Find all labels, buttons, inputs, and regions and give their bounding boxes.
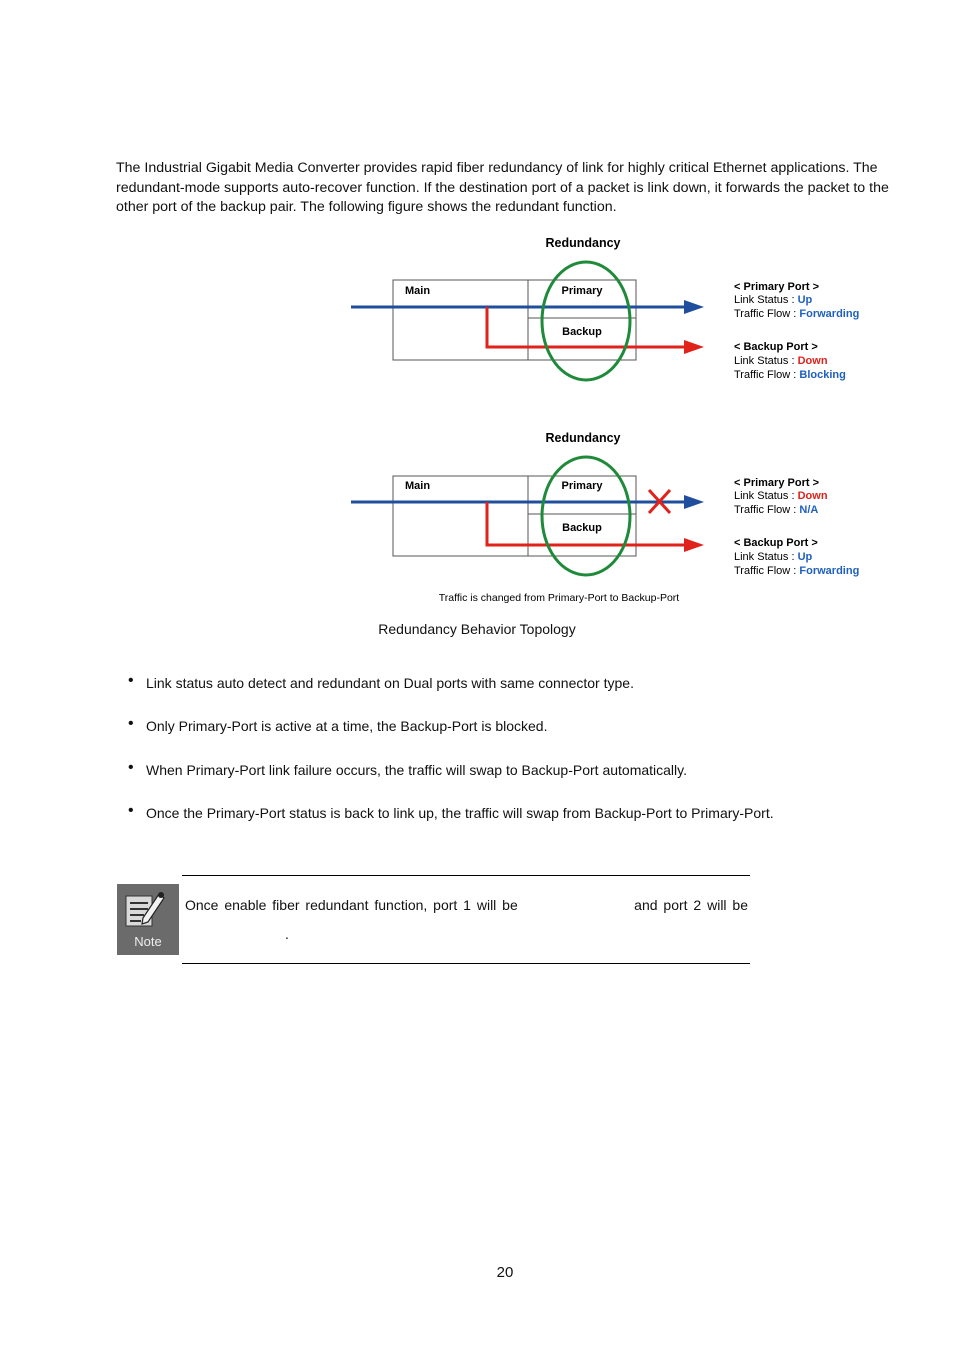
backup-port-heading: < Backup Port > bbox=[734, 537, 818, 549]
primary-traffic-flow-value: Forwarding bbox=[799, 308, 860, 320]
primary-traffic-flow-value: N/A bbox=[799, 504, 819, 516]
backup-label: Backup bbox=[562, 522, 602, 534]
bullet-icon: • bbox=[128, 759, 134, 776]
primary-arrowhead bbox=[684, 300, 704, 314]
note-text bbox=[185, 891, 748, 949]
primary-traffic-flow-line bbox=[734, 504, 818, 516]
note-line2: . bbox=[285, 926, 289, 942]
backup-traffic-flow-line bbox=[734, 565, 859, 577]
primary-label: Primary bbox=[561, 480, 603, 492]
primary-traffic-flow-label: Traffic Flow : bbox=[734, 504, 800, 516]
primary-link-status-value: Up bbox=[797, 294, 813, 306]
note-box bbox=[117, 875, 750, 964]
note-line1-start: Once enable fiber redundant function, port 1 will be bbox=[185, 897, 518, 913]
bullet-icon: • bbox=[128, 802, 134, 819]
diagram-bottom bbox=[351, 431, 859, 604]
figure-caption: Redundancy Behavior Topology bbox=[378, 621, 576, 637]
notepad-pencil-icon bbox=[117, 884, 179, 934]
bullet-icon: • bbox=[128, 672, 134, 689]
primary-traffic-flow-line bbox=[734, 308, 859, 320]
backup-link-status-label: Link Status : bbox=[734, 551, 798, 563]
primary-link-status-label: Link Status : bbox=[734, 490, 798, 502]
note-line1-end: and port 2 will be bbox=[634, 897, 748, 913]
backup-link-status-line bbox=[734, 355, 828, 367]
page-number: 20 bbox=[496, 1264, 514, 1281]
note-top-rule bbox=[182, 875, 750, 876]
primary-port-heading: < Primary Port > bbox=[734, 477, 819, 489]
primary-traffic-flow-label: Traffic Flow : bbox=[734, 308, 800, 320]
note-icon-label: Note bbox=[134, 934, 162, 949]
diagram-bottom-title: Redundancy bbox=[545, 431, 621, 445]
backup-label: Backup bbox=[562, 326, 602, 338]
primary-arrowhead bbox=[684, 495, 704, 509]
primary-link-status-line bbox=[734, 490, 828, 502]
note-icon bbox=[117, 884, 179, 955]
backup-traffic-flow-value: Forwarding bbox=[799, 565, 860, 577]
backup-port-heading: < Backup Port > bbox=[734, 341, 818, 353]
primary-link-status-value: Down bbox=[797, 490, 828, 502]
backup-link-status-line bbox=[734, 551, 813, 563]
primary-port-heading: < Primary Port > bbox=[734, 281, 819, 293]
bullet-icon: • bbox=[128, 715, 134, 732]
backup-traffic-flow-label: Traffic Flow : bbox=[734, 369, 800, 381]
main-label: Main bbox=[405, 480, 431, 492]
backup-link-status-value: Up bbox=[797, 551, 813, 563]
backup-arrowhead bbox=[684, 538, 704, 552]
backup-traffic-flow-value: Blocking bbox=[799, 369, 846, 381]
backup-traffic-flow-label: Traffic Flow : bbox=[734, 565, 800, 577]
primary-label: Primary bbox=[561, 285, 603, 297]
primary-link-status-label: Link Status : bbox=[734, 294, 798, 306]
note-bottom-rule bbox=[182, 963, 750, 964]
backup-traffic-flow-line bbox=[734, 369, 846, 381]
redundancy-diagrams bbox=[0, 0, 954, 620]
backup-link-status-value: Down bbox=[797, 355, 828, 367]
backup-arrowhead bbox=[684, 340, 704, 354]
diagram-top bbox=[351, 236, 859, 381]
intro-text: The Industrial Gigabit Media Converter provides rapid fiber redundancy of link for highly critical Ethernet applications. The redundant-mode supports auto-recover function. If the destination port of a packet is link down, it forwards the packet to the other port of the backup pair. The following figure shows the redundant function. bbox=[116, 160, 889, 215]
diagram-top-title: Redundancy bbox=[545, 236, 621, 250]
backup-link-status-label: Link Status : bbox=[734, 355, 798, 367]
redundancy-circle bbox=[542, 457, 630, 575]
diagram-footnote: Traffic is changed from Primary-Port to Backup-Port bbox=[438, 592, 680, 604]
main-label: Main bbox=[405, 285, 431, 297]
primary-link-status-line bbox=[734, 294, 813, 306]
